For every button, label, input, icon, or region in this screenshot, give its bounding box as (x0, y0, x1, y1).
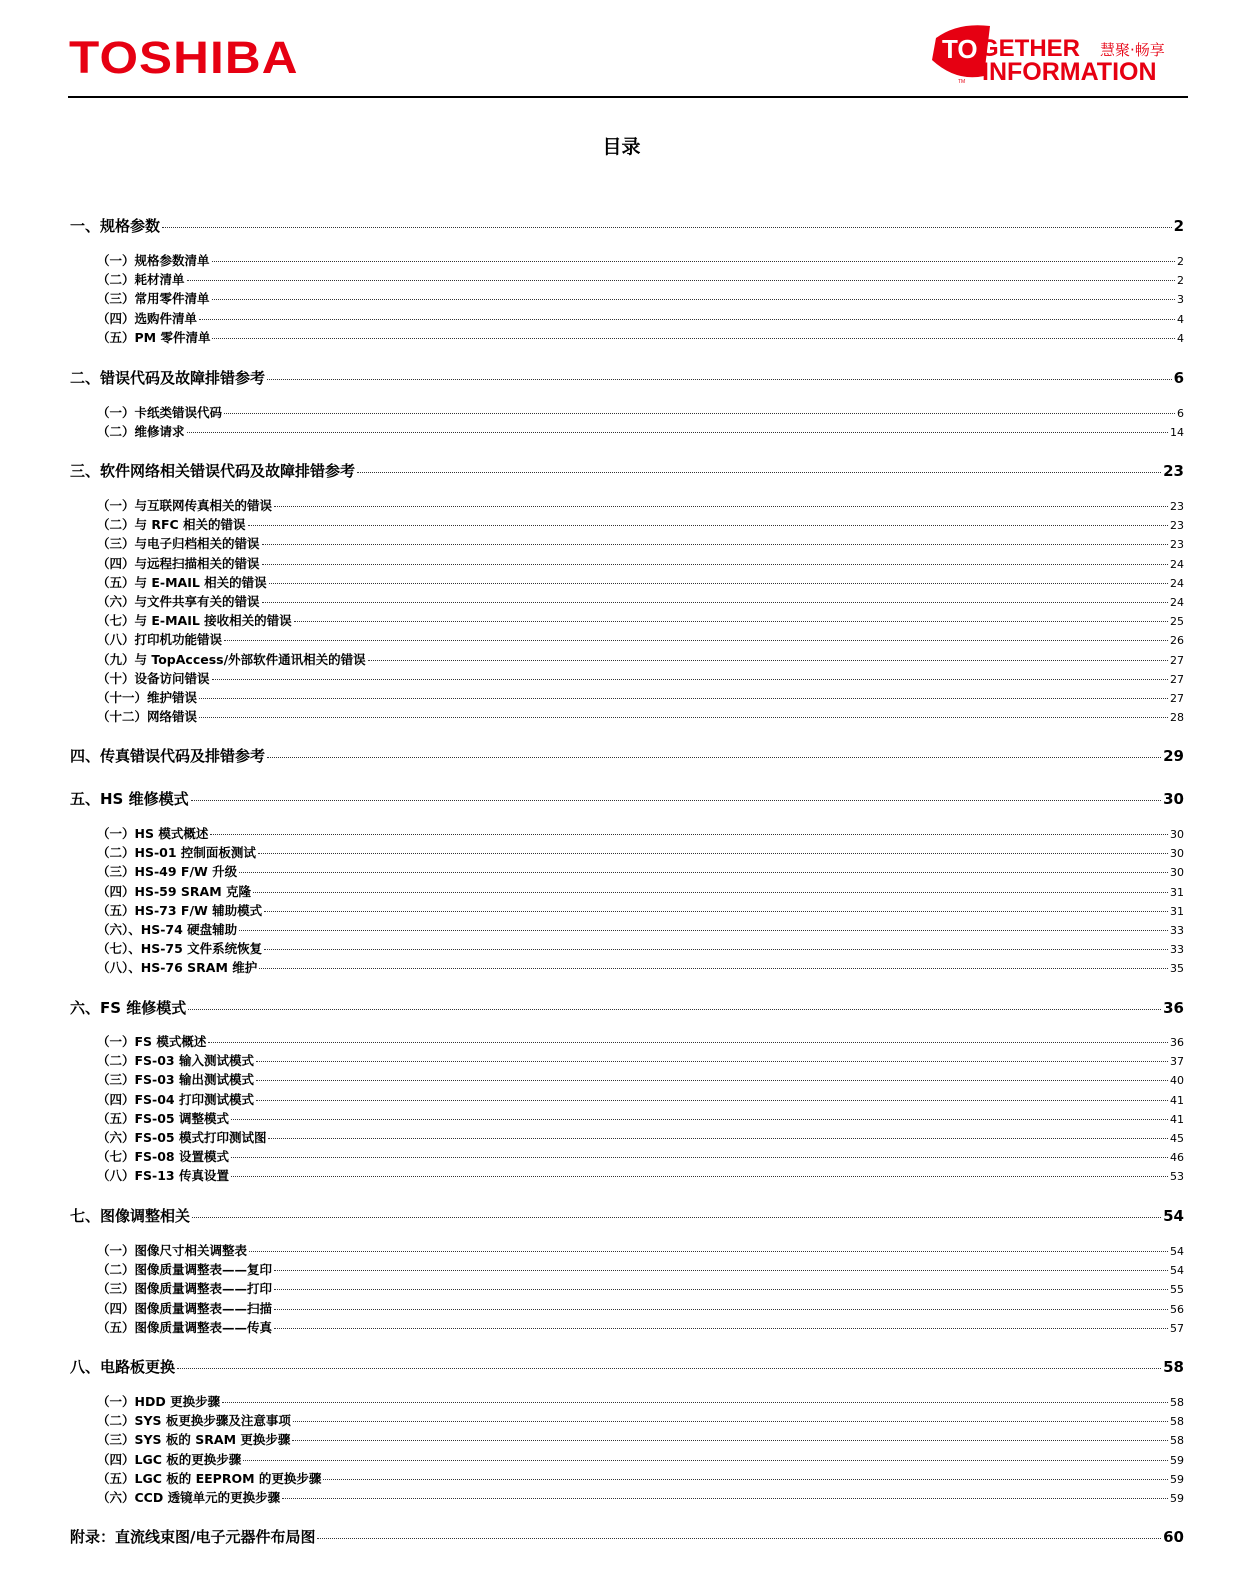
toc-dot-leader (239, 930, 1168, 931)
toc-dot-leader (357, 472, 1161, 473)
toc-dot-leader (212, 338, 1175, 339)
toc-page-number: 41 (1170, 1113, 1184, 1126)
toc-page-number: 24 (1170, 577, 1184, 590)
toc-page-number: 58 (1163, 1358, 1184, 1376)
toc-subsection[interactable] (97, 1489, 1184, 1508)
toc-entry-label: （三）与电子归档相关的错误 (97, 536, 260, 551)
toc-subsection[interactable] (97, 1242, 1184, 1261)
toc-subsection[interactable] (97, 940, 1184, 959)
toc-dot-leader (256, 1061, 1168, 1062)
toc-subsection[interactable] (97, 574, 1184, 593)
toc-subsection[interactable] (97, 1110, 1184, 1129)
toc-subsection[interactable] (97, 825, 1184, 844)
toc-page-number: 23 (1170, 519, 1184, 532)
toc-section[interactable] (70, 1205, 1184, 1227)
toc-entry-label: （二）与 RFC 相关的错误 (97, 517, 246, 532)
toc-entry-label: （五）FS-05 调整模式 (97, 1111, 229, 1126)
toc-subsection[interactable] (97, 1300, 1184, 1319)
toc-page-number: 59 (1170, 1454, 1184, 1467)
toc-page-number: 24 (1170, 558, 1184, 571)
toc-entry-label: （七）与 E-MAIL 接收相关的错误 (97, 613, 292, 628)
toc-entry-label: （九）与 TopAccess/外部软件通讯相关的错误 (97, 652, 366, 667)
toc-page-number: 30 (1170, 847, 1184, 860)
toc-entry-label: （七）、HS-75 文件系统恢复 (97, 941, 263, 956)
toc-page-number: 27 (1170, 654, 1184, 667)
toc-subsection[interactable] (97, 631, 1184, 650)
toc-page-number: 53 (1170, 1170, 1184, 1183)
toc-page-number: 6 (1177, 407, 1184, 420)
toc-entry-label: （一）FS 模式概述 (97, 1034, 207, 1049)
toc-subsection[interactable] (97, 1129, 1184, 1148)
toc-page-number: 2 (1173, 217, 1184, 235)
toc-subsection[interactable] (97, 1393, 1184, 1412)
brand-tm-text: TM (958, 79, 966, 84)
toc-page-number: 45 (1170, 1132, 1184, 1145)
page-header (68, 0, 1188, 98)
toc-entry-label: （三）FS-03 输出测试模式 (97, 1072, 254, 1087)
together-information-logo (928, 20, 1178, 84)
toc-dot-leader (224, 413, 1175, 414)
toc-section[interactable] (70, 1356, 1184, 1378)
toc-page-number: 59 (1170, 1492, 1184, 1505)
toc-dot-leader (199, 698, 1168, 699)
toc-subsection[interactable] (97, 1412, 1184, 1431)
toc-dot-leader (282, 1498, 1168, 1499)
toc-entry-label: （五）与 E-MAIL 相关的错误 (97, 575, 267, 590)
toc-subsection[interactable] (97, 497, 1184, 516)
toc-section[interactable] (70, 997, 1184, 1019)
toc-dot-leader (239, 872, 1168, 873)
toc-entry-label: （六）FS-05 模式打印测试图 (97, 1130, 267, 1145)
toc-entry-label: （二）维修请求 (97, 424, 185, 439)
toc-dot-leader (212, 299, 1175, 300)
toc-page-number: 28 (1170, 711, 1184, 724)
toc-entry-label: （三）常用零件清单 (97, 291, 210, 306)
toc-dot-leader (262, 564, 1168, 565)
toc-page-number: 4 (1177, 332, 1184, 345)
toc-page-number: 33 (1170, 943, 1184, 956)
toc-page-number: 3 (1177, 293, 1184, 306)
toc-dot-leader (191, 800, 1162, 801)
toc-page-number: 58 (1170, 1396, 1184, 1409)
toc-dot-leader (264, 911, 1168, 912)
toc-subsection[interactable] (97, 612, 1184, 631)
toc-dot-leader (267, 379, 1172, 380)
toc-page-number: 25 (1170, 615, 1184, 628)
toc-dot-leader (294, 621, 1168, 622)
toc-page-number: 54 (1163, 1207, 1184, 1225)
toc-subsection[interactable] (97, 902, 1184, 921)
toc-dot-leader (188, 1009, 1161, 1010)
toc-page-number: 14 (1170, 426, 1184, 439)
toc-dot-leader (259, 968, 1168, 969)
brand-to-text: TO (942, 34, 978, 64)
toc-dot-leader (249, 1251, 1168, 1252)
toc-dot-leader (292, 1440, 1168, 1441)
toc-subsection[interactable] (97, 1071, 1184, 1090)
toc-entry-label: 附录：直流线束图/电子元器件布局图 (70, 1528, 316, 1546)
toc-dot-leader (231, 1176, 1168, 1177)
toc-entry-label: （十一）维护错误 (97, 690, 198, 705)
toc-dot-leader (274, 1328, 1168, 1329)
toc-page-number: 33 (1170, 924, 1184, 937)
toc-entry-label: （二）SYS 板更换步骤及注意事项 (97, 1413, 291, 1428)
toc-dot-leader (258, 853, 1168, 854)
toc-entry-label: （三）图像质量调整表——打印 (97, 1281, 273, 1296)
toc-page-number: 31 (1170, 886, 1184, 899)
toc-entry-label: （八）打印机功能错误 (97, 632, 223, 647)
toc-page-number: 26 (1170, 634, 1184, 647)
toc-page-number: 35 (1170, 962, 1184, 975)
toc-page-number: 30 (1170, 828, 1184, 841)
toc-section[interactable] (70, 788, 1184, 810)
toc-subsection[interactable] (97, 921, 1184, 940)
toc-page-number: 54 (1170, 1245, 1184, 1258)
toc-page-number: 56 (1170, 1303, 1184, 1316)
toc-subsection[interactable] (97, 404, 1184, 423)
toc-page-number: 24 (1170, 596, 1184, 609)
toc-entry-label: （四）FS-04 打印测试模式 (97, 1092, 254, 1107)
toc-page-number: 40 (1170, 1074, 1184, 1087)
toc-entry-label: （一）与互联网传真相关的错误 (97, 498, 273, 513)
toc-entry-label: （四）LGC 板的更换步骤 (97, 1452, 242, 1467)
toc-page-number: 41 (1170, 1094, 1184, 1107)
toc-dot-leader (177, 1368, 1161, 1369)
toc-dot-leader (274, 506, 1168, 507)
toc-entry-label: （八）、HS-76 SRAM 维护 (97, 960, 258, 975)
toc-entry-label: （三）SYS 板的 SRAM 更换步骤 (97, 1432, 291, 1447)
toc-section[interactable] (70, 215, 1184, 237)
toc-dot-leader (274, 1309, 1168, 1310)
toc-dot-leader (248, 525, 1168, 526)
toc-subsection[interactable] (97, 1052, 1184, 1071)
toc-entry-label: （二）图像质量调整表——复印 (97, 1262, 273, 1277)
toc-dot-leader (262, 544, 1168, 545)
toc-dot-leader (224, 640, 1168, 641)
toc-entry-label: 二、错误代码及故障排错参考 (70, 369, 266, 387)
toc-page-number: 37 (1170, 1055, 1184, 1068)
toc-subsection[interactable] (97, 593, 1184, 612)
toc-entry-label: （三）HS-49 F/W 升级 (97, 864, 238, 879)
toc-dot-leader (253, 892, 1168, 893)
toc-entry-label: （一）图像尺寸相关调整表 (97, 1243, 248, 1258)
toc-subsection[interactable] (97, 708, 1184, 727)
toc-subsection[interactable] (97, 1319, 1184, 1338)
toc-entry-label: （五）HS-73 F/W 辅助模式 (97, 903, 263, 918)
toc-dot-leader (212, 679, 1168, 680)
brand-information-text: INFORMATION (982, 58, 1157, 84)
toc-dot-leader (256, 1100, 1168, 1101)
toc-page-number: 54 (1170, 1264, 1184, 1277)
toc-page-number: 4 (1177, 313, 1184, 326)
toc-dot-leader (317, 1538, 1161, 1539)
toc-page-number: 36 (1163, 999, 1184, 1017)
toc-dot-leader (222, 1402, 1168, 1403)
toc-subsection[interactable] (97, 651, 1184, 670)
toc-subsection[interactable] (97, 1148, 1184, 1167)
toc-subsection[interactable] (97, 535, 1184, 554)
toc-subsection[interactable] (97, 689, 1184, 708)
toc-page-number: 27 (1170, 692, 1184, 705)
toc-dot-leader (162, 227, 1172, 228)
brand-cn-text: 慧聚·畅享 (1100, 41, 1165, 59)
toc-dot-leader (208, 1042, 1168, 1043)
page-title: 目录 (602, 136, 641, 158)
toc-entry-label: （二）耗材清单 (97, 272, 185, 287)
toc-subsection[interactable] (97, 1167, 1184, 1186)
toc-dot-leader (192, 1217, 1161, 1218)
toc-dot-leader (212, 261, 1175, 262)
toc-subsection[interactable] (97, 1280, 1184, 1299)
toc-entry-label: 四、传真错误代码及排错参考 (70, 747, 266, 765)
toc-entry-label: （十二）网络错误 (97, 709, 198, 724)
toc-page-number: 60 (1163, 1528, 1184, 1546)
toc-page-number: 23 (1170, 500, 1184, 513)
toc-subsection[interactable] (97, 329, 1184, 348)
toc-entry-label: （六）CCD 透镜单元的更换步骤 (97, 1490, 281, 1505)
toc-subsection[interactable] (97, 959, 1184, 978)
toc-entry-label: （四）与远程扫描相关的错误 (97, 556, 260, 571)
toc-dot-leader (274, 1289, 1168, 1290)
toc-subsection[interactable] (97, 1470, 1184, 1489)
toc-dot-leader (368, 660, 1168, 661)
toc-dot-leader (231, 1157, 1168, 1158)
toc-entry-label: （十）设备访问错误 (97, 671, 210, 686)
toc-dot-leader (243, 1460, 1168, 1461)
toc-dot-leader (187, 432, 1168, 433)
toc-page-number: 2 (1177, 274, 1184, 287)
toc-dot-leader (268, 1138, 1168, 1139)
toc-subsection[interactable] (97, 271, 1184, 290)
toshiba-logo: TOSHIBA (69, 32, 299, 83)
toc-entry-label: （一）规格参数清单 (97, 253, 210, 268)
toc-page-number: 23 (1163, 462, 1184, 480)
toc-section[interactable] (70, 745, 1184, 767)
toc-page-number: 30 (1170, 866, 1184, 879)
toc-subsection[interactable] (97, 290, 1184, 309)
toc-dot-leader (187, 280, 1175, 281)
toc-entry-label: （二）HS-01 控制面板测试 (97, 845, 256, 860)
toc-page-number: 59 (1170, 1473, 1184, 1486)
toc-page-number: 58 (1170, 1415, 1184, 1428)
toc-entry-label: （七）FS-08 设置模式 (97, 1149, 229, 1164)
toc-dot-leader (256, 1080, 1168, 1081)
toc-dot-leader (323, 1479, 1168, 1480)
toc-dot-leader (293, 1421, 1168, 1422)
toc-page-number: 58 (1170, 1434, 1184, 1447)
toc-subsection[interactable] (97, 423, 1184, 442)
toc-subsection[interactable] (97, 844, 1184, 863)
toc-entry-label: （四）HS-59 SRAM 克隆 (97, 884, 251, 899)
toc-entry-label: （四）图像质量调整表——扫描 (97, 1301, 273, 1316)
toc-page-number: 31 (1170, 905, 1184, 918)
toc-section[interactable] (70, 460, 1184, 482)
toc-entry-label: 三、软件网络相关错误代码及故障排错参考 (70, 462, 356, 480)
toc-entry-label: 一、规格参数 (70, 217, 161, 235)
toc-entry-label: （八）FS-13 传真设置 (97, 1168, 229, 1183)
toc-subsection[interactable] (97, 883, 1184, 902)
toc-entry-label: （四）选购件清单 (97, 311, 198, 326)
toc-section[interactable] (70, 367, 1184, 389)
brand-together-text: GETHER (980, 35, 1081, 62)
toc-dot-leader (199, 717, 1168, 718)
toc-entry-label: （五）图像质量调整表——传真 (97, 1320, 273, 1335)
toc-subsection[interactable] (97, 863, 1184, 882)
toc-page-number: 27 (1170, 673, 1184, 686)
toc-dot-leader (267, 757, 1161, 758)
toc-subsection[interactable] (97, 252, 1184, 271)
toc-subsection[interactable] (97, 1451, 1184, 1470)
toc-entry-label: （一）HS 模式概述 (97, 826, 209, 841)
toc-subsection[interactable] (97, 1091, 1184, 1110)
toc-entry-label: （二）FS-03 输入测试模式 (97, 1053, 254, 1068)
toc-subsection[interactable] (97, 1431, 1184, 1450)
toc-entry-label: （五）PM 零件清单 (97, 330, 211, 345)
toc-page-number: 23 (1170, 538, 1184, 551)
toc-entry-label: （六）与文件共享有关的错误 (97, 594, 260, 609)
toc-dot-leader (274, 1270, 1168, 1271)
toc-page-number: 46 (1170, 1151, 1184, 1164)
toc-page-number: 36 (1170, 1036, 1184, 1049)
toc-subsection[interactable] (97, 1261, 1184, 1280)
toc-entry-label: （一）HDD 更换步骤 (97, 1394, 221, 1409)
toc-entry-label: 五、HS 维修模式 (70, 790, 189, 808)
toc-page-number: 57 (1170, 1322, 1184, 1335)
toc-page-number: 30 (1163, 790, 1184, 808)
toc-dot-leader (199, 319, 1175, 320)
toc-page-number: 2 (1177, 255, 1184, 268)
toc-subsection[interactable] (97, 555, 1184, 574)
toc-page-number: 29 (1163, 747, 1184, 765)
toc-entry-label: 八、电路板更换 (70, 1358, 176, 1376)
toc-dot-leader (210, 834, 1168, 835)
toc-page-number: 55 (1170, 1283, 1184, 1296)
toc-entry-label: 六、FS 维修模式 (70, 999, 187, 1017)
toc-dot-leader (264, 949, 1168, 950)
toc-subsection[interactable] (97, 1033, 1184, 1052)
toc-entry-label: （五）LGC 板的 EEPROM 的更换步骤 (97, 1471, 322, 1486)
toc-appendix[interactable] (70, 1526, 1184, 1548)
toc-entry-label: 七、图像调整相关 (70, 1207, 191, 1225)
toc-subsection[interactable] (97, 310, 1184, 329)
toc-entry-label: （一）卡纸类错误代码 (97, 405, 223, 420)
toc-dot-leader (269, 583, 1168, 584)
toc-dot-leader (262, 602, 1168, 603)
toc-page-number: 6 (1173, 369, 1184, 387)
toc-subsection[interactable] (97, 670, 1184, 689)
toc-dot-leader (231, 1119, 1168, 1120)
toc-entry-label: （六）、HS-74 硬盘辅助 (97, 922, 238, 937)
toc-subsection[interactable] (97, 516, 1184, 535)
